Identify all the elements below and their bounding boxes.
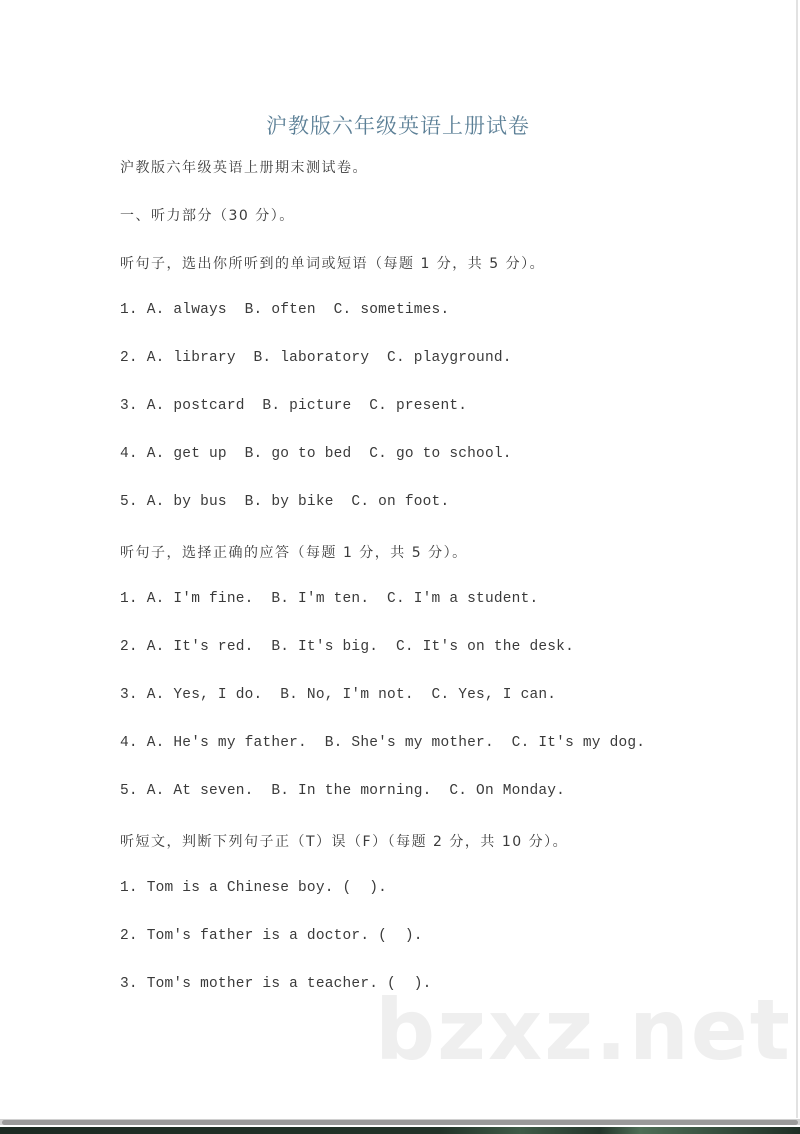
part1-question-1: 1. A. always B. often C. sometimes. <box>120 302 450 318</box>
part3-question-1: 1. Tom is a Chinese boy. ( ). <box>120 880 388 896</box>
part1-question-2: 2. A. library B. laboratory C. playground. <box>120 350 512 366</box>
part2-question-4: 4. A. He's my father. B. She's my mother. C. It's my dog. <box>120 735 646 751</box>
part1-question-3: 3. A. postcard B. picture C. present. <box>120 398 468 414</box>
document-subtitle: 沪教版六年级英语上册期末测试卷。 <box>120 160 368 176</box>
watermark: bzxz.net <box>375 981 792 1079</box>
desktop-background-strip <box>0 1127 800 1134</box>
section-heading-listening: 一、听力部分（30 分）。 <box>120 208 295 224</box>
part2-question-3: 3. A. Yes, I do. B. No, I'm not. C. Yes, I can. <box>120 687 557 703</box>
part2-instruction: 听句子，选择正确的应答（每题 1 分，共 5 分）。 <box>120 545 468 561</box>
part1-question-5: 5. A. by bus B. by bike C. on foot. <box>120 494 450 510</box>
part3-instruction: 听短文，判断下列句子正（T）误（F）（每题 2 分，共 10 分）。 <box>120 834 569 850</box>
part2-question-2: 2. A. It's red. B. It's big. C. It's on the desk. <box>120 639 574 655</box>
scrollbar-thumb[interactable] <box>2 1120 798 1125</box>
horizontal-scrollbar[interactable] <box>0 1119 800 1125</box>
part2-question-1: 1. A. I'm fine. B. I'm ten. C. I'm a student. <box>120 591 539 607</box>
part2-question-5: 5. A. At seven. B. In the morning. C. On Monday. <box>120 783 566 799</box>
part1-question-4: 4. A. get up B. go to bed C. go to school. <box>120 446 512 462</box>
part3-question-3: 3. Tom's mother is a teacher. ( ). <box>120 976 432 992</box>
part3-question-2: 2. Tom's father is a doctor. ( ). <box>120 928 423 944</box>
document-title: 沪教版六年级英语上册试卷 <box>266 114 530 138</box>
part1-instruction: 听句子，选出你所听到的单词或短语（每题 1 分，共 5 分）。 <box>120 256 546 272</box>
